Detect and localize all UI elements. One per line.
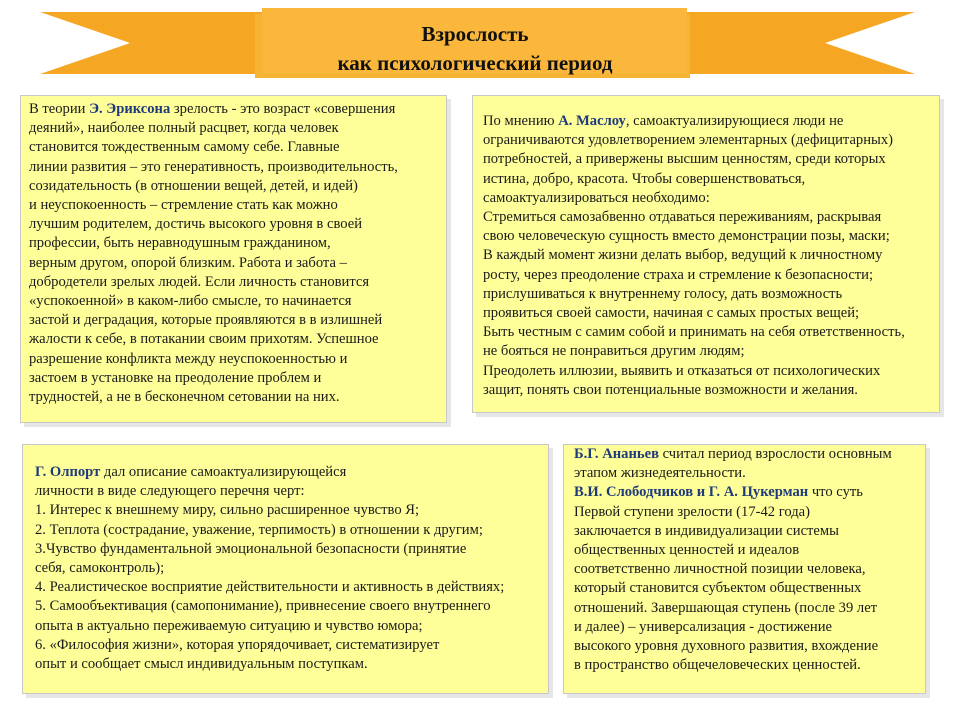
page-title-line1: Взрослость [421, 22, 529, 46]
maslow-line: не бояться не понравиться другим людям; [483, 343, 745, 360]
allport-trait-1: 1. Интерес к внешнему миру, сильно расширенное чувство Я; [35, 502, 420, 519]
ananyev-first-line [574, 445, 921, 464]
erikson-line: лучшим родителем, достичь высокого уровня в своей [29, 216, 363, 233]
ananyev-line: общественных ценностей и идеалов [574, 542, 800, 559]
ananyev-line: соответственно личностной позиции человека, [574, 561, 866, 578]
title-banner [0, 0, 960, 90]
allport-first-line [35, 463, 544, 482]
allport-name: Г. Олпорт [35, 464, 101, 480]
maslow-line: Преодолеть иллюзии, выявить и отказаться от психологических [483, 362, 881, 379]
maslow-card [472, 95, 940, 413]
erikson-line: становится тождественным самому себе. Главные [29, 139, 340, 156]
maslow-intro: По мнению [483, 113, 559, 129]
erikson-line: профессии, быть неравнодушным гражданином, [29, 235, 331, 252]
erikson-line: и неуспокоенность – стремление стать как можно [29, 197, 338, 214]
maslow-first-rest: , самоактуализирующиеся люди не [625, 113, 844, 129]
maslow-first-line [483, 112, 933, 131]
ananyev-line: этапом жизнедеятельности. [574, 465, 746, 482]
erikson-card [20, 95, 447, 423]
maslow-line: ограничиваются удовлетворением элементарных (дефицитарных) [483, 132, 893, 149]
erikson-line: деяний», наиболее полный расцвет, когда человек [29, 120, 339, 137]
erikson-first-line [29, 100, 440, 119]
erikson-line: «успокоенной» в каком-либо смысле, то начинается [29, 293, 352, 310]
allport-line: опыт и сообщает смысл индивидуальным поступкам. [35, 656, 368, 673]
maslow-line: самоактуализироваться необходимо: [483, 189, 710, 206]
allport-trait-3: 3.Чувство фундаментальной эмоциональной безопасности (принятие [35, 540, 467, 557]
allport-line: личности в виде следующего перечня черт: [35, 483, 305, 500]
allport-line: опыта в актуально переживаемую ситуацию и чувство юмора; [35, 617, 423, 634]
erikson-name: Э. Эриксона [89, 101, 171, 117]
erikson-line: добродетели зрелых людей. Если личность становится [29, 273, 370, 290]
erikson-line: верным другом, опорой близким. Работа и забота – [29, 254, 347, 271]
slobodchikov-first-line [574, 483, 921, 502]
ananyev-line: высокого уровня духовного развития, вхождение [574, 638, 879, 655]
allport-trait-6: 6. «Философия жизни», которая упорядочивает, систематизирует [35, 636, 440, 653]
maslow-line: В каждый момент жизни делать выбор, ведущий к личностному [483, 247, 883, 264]
ananyev-line: который становится субъектом общественных [574, 580, 862, 597]
ananyev-line: и далее) – универсализация - достижение [574, 618, 832, 635]
ananyev-card [563, 444, 926, 694]
page-title [260, 20, 690, 78]
maslow-line: защит, понять свои потенциальные возможности и желания. [483, 381, 858, 398]
maslow-line: проявиться своей самости, начиная с самых простых вещей; [483, 305, 860, 322]
slobodchikov-name: В.И. Слободчиков и Г. А. Цукерман [574, 484, 809, 501]
maslow-name: А. Маслоу [558, 113, 626, 129]
maslow-line: свою человеческую сущность вместо демонстрации позы, маски; [483, 228, 890, 245]
erikson-line: трудностей, а не в бесконечном сетовании на них. [29, 389, 340, 406]
page-title-line2: как психологический период [337, 51, 613, 75]
maslow-line: росту, через преодоление страха и стремление к безопасности; [483, 266, 874, 283]
maslow-line: истина, добро, красота. Чтобы совершенствоваться, [483, 170, 806, 187]
allport-trait-2: 2. Теплота (сострадание, уважение, терпимость) в отношении к другим; [35, 521, 483, 538]
allport-first-rest: дал описание самоактуализирующейся [100, 464, 347, 480]
ananyev-line: Первой ступени зрелости (17-42 года) [574, 503, 810, 520]
erikson-line: застой и деградация, которые проявляются в в излишней [29, 312, 383, 329]
maslow-line: потребностей, а привержены высшим ценностям, среди которых [483, 151, 886, 168]
erikson-intro: В теории [29, 101, 90, 117]
allport-trait-4: 4. Реалистическое восприятие действительности и активность в действиях; [35, 579, 505, 596]
allport-card [22, 444, 549, 694]
ananyev-line: заключается в индивидуализации системы [574, 522, 839, 539]
ananyev-line: отношений. Завершающая ступень (после 39 лет [574, 599, 878, 616]
erikson-line: созидательность (в отношении вещей, детей, и идей) [29, 177, 358, 194]
ananyev-name: Б.Г. Ананьев [574, 446, 659, 462]
allport-trait-5: 5. Самообъективация (самопонимание), привнесение своего внутреннего [35, 598, 491, 615]
maslow-line: Быть честным с самим собой и принимать на себя ответственность, [483, 324, 905, 341]
ananyev-line: в пространство общечеловеческих ценностей. [574, 657, 861, 674]
erikson-line: застоем в установке на преодоление проблем и [29, 369, 322, 386]
slobodchikov-first-rest: что суть [808, 484, 863, 501]
ananyev-first-rest: считал период взрослости основным [658, 446, 892, 462]
maslow-line: прислушиваться к внутреннему голосу, дать возможность [483, 285, 843, 302]
erikson-line: разрешение конфликта между неуспокоенностью и [29, 350, 348, 367]
erikson-line: жалости к себе, в потакании своим прихотям. Успешное [29, 331, 379, 348]
allport-line: себя, самоконтроль); [35, 560, 165, 577]
maslow-line: Стремиться самозабвенно отдаваться переживаниям, раскрывая [483, 209, 882, 226]
erikson-line: линии развития – это генеративность, производительность, [29, 158, 398, 175]
erikson-line: зрелость - это возраст «совершения [173, 101, 396, 117]
